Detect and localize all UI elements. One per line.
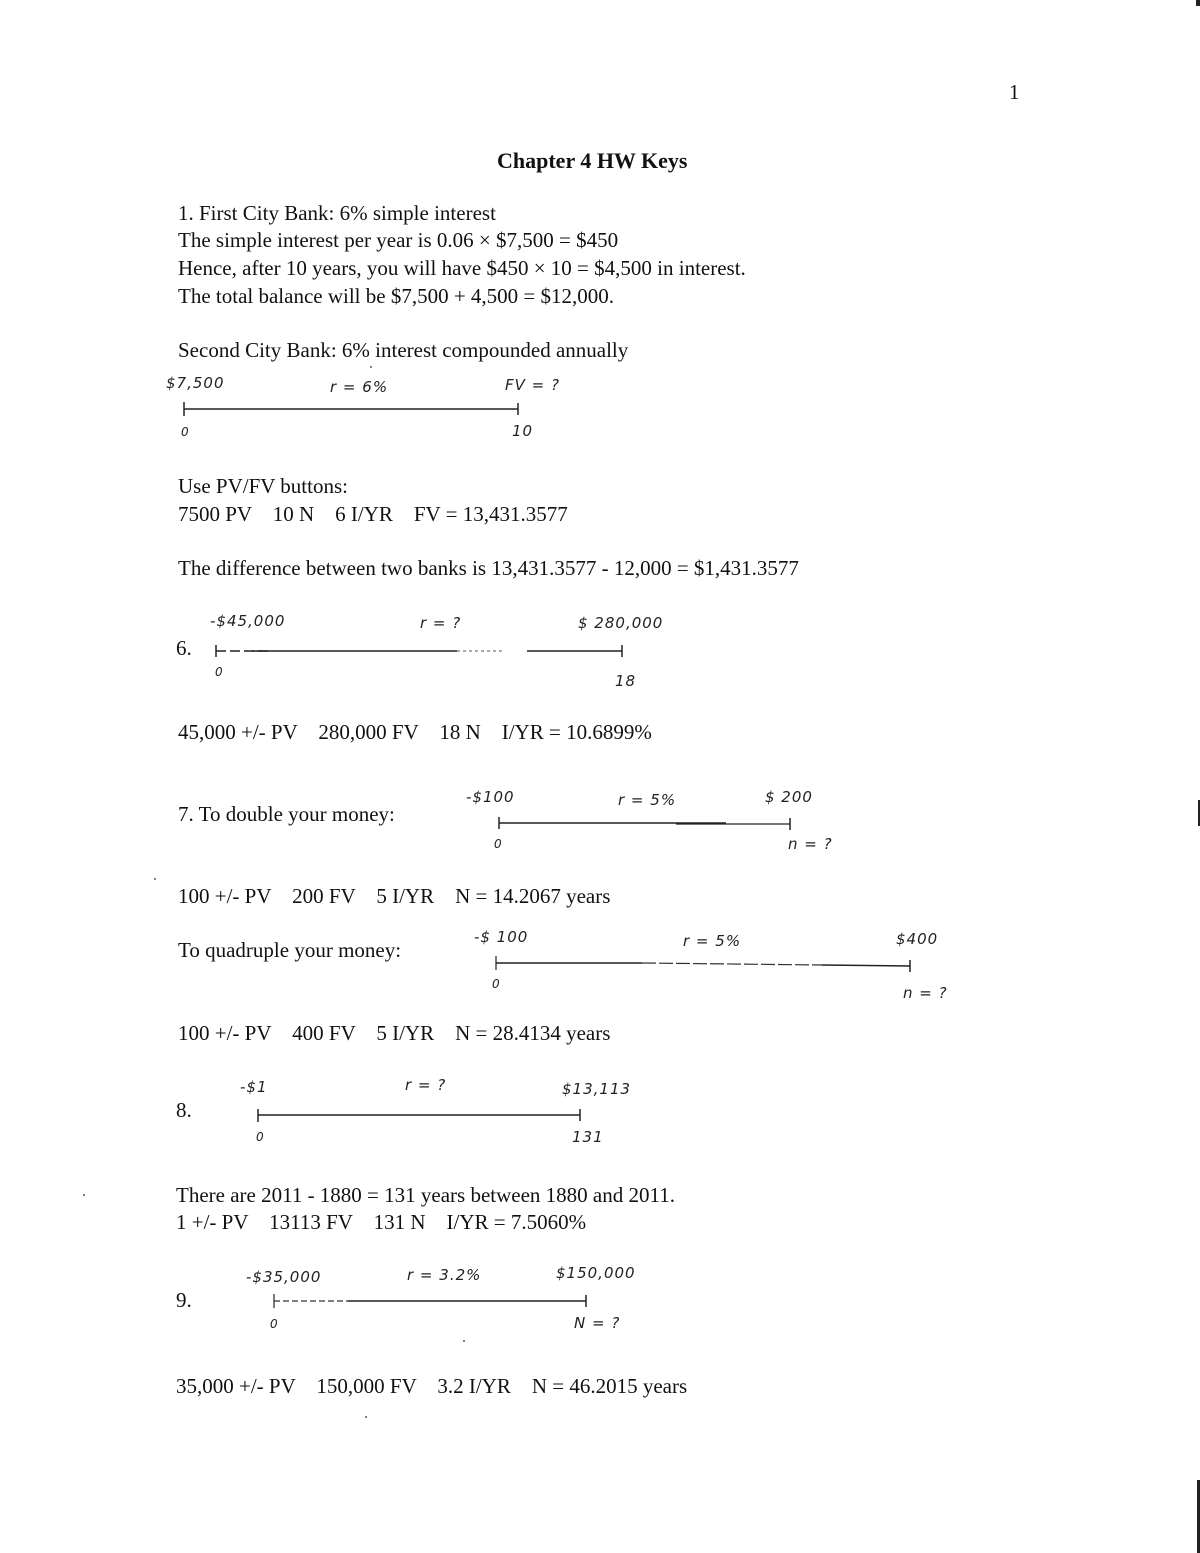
q6-timeline-start: 0 [215,665,224,679]
q7-double-timeline-rate: r = 5% [618,791,677,809]
scan-edge-mark-top [1196,0,1200,6]
q1-timeline-start: 0 [181,425,190,439]
q8-line-1: There are 2011 - 1880 = 131 years between 1880 and 2011. [176,1183,675,1207]
q1-timeline-end: 10 [512,422,534,440]
q9-timeline-pv: -$35,000 [246,1268,322,1286]
q7-double-timeline-line [496,814,796,834]
q7-quad-label: To quadruple your money: [178,938,402,962]
q1-line-8: The difference between two banks is 13,431.3577 - 12,000 = $1,431.3577 [178,556,799,580]
q9-timeline-fv: $150,000 [556,1264,636,1282]
q1-timeline-pv: $7,500 [166,374,225,392]
q8-timeline-fv: $13,113 [562,1080,632,1098]
scan-speck [154,878,156,880]
q7-double-timeline-start: 0 [494,837,503,851]
page-title: Chapter 4 HW Keys [497,148,688,173]
q1-line-1: 1. First City Bank: 6% simple interest [178,201,496,225]
q8-timeline-rate: r = ? [405,1076,447,1094]
q1-line-5: Second City Bank: 6% interest compounded annually [178,338,629,362]
q6-timeline-rate: r = ? [420,614,462,632]
q1-timeline-line [180,398,525,422]
q8-label: 8. [176,1098,192,1122]
scan-speck [370,366,372,368]
q6-timeline-line [212,642,632,662]
q6-timeline-end: 18 [615,672,637,690]
q1-timeline-fv: FV = ? [505,376,560,394]
scan-speck [83,1194,85,1196]
q7-double-calc: 100 +/- PV 200 FV 5 I/YR N = 14.2067 years [178,884,611,908]
q6-calc: 45,000 +/- PV 280,000 FV 18 N I/YR = 10.6899% [178,720,652,744]
q8-timeline-line [254,1106,589,1126]
q9-timeline-start: 0 [270,1317,279,1331]
q1-line-3: Hence, after 10 years, you will have $450 × 10 = $4,500 in interest. [178,256,746,280]
page-number: 1 [1009,80,1020,104]
q1-line-4: The total balance will be $7,500 + 4,500 = $12,000. [178,284,615,308]
q9-label: 9. [176,1288,192,1312]
q1-line-2: The simple interest per year is 0.06 × $7,500 = $450 [178,228,619,252]
q7-quad-timeline-start: 0 [492,977,501,991]
q7-quad-timeline-line [492,954,917,976]
q7-double-timeline-pv: -$100 [466,788,515,806]
q8-calc: 1 +/- PV 13113 FV 131 N I/YR = 7.5060% [176,1210,587,1234]
q7-double-timeline-fv: $ 200 [765,788,813,806]
q7-quad-timeline-pv: -$ 100 [474,928,529,946]
q8-timeline-end: 131 [572,1128,604,1146]
q9-calc: 35,000 +/- PV 150,000 FV 3.2 I/YR N = 46.2015 years [176,1374,688,1398]
scan-speck [463,1340,465,1342]
q1-line-7: 7500 PV 10 N 6 I/YR FV = 13,431.3577 [178,502,568,526]
q8-timeline-pv: -$1 [240,1078,268,1096]
q8-timeline-start: 0 [256,1130,265,1144]
q6-timeline-pv: -$45,000 [210,612,286,630]
q7-quad-timeline-rate: r = 5% [683,932,742,950]
q1-line-6: Use PV/FV buttons: [178,474,348,498]
q7-quad-timeline-end: n = ? [903,984,948,1002]
q9-timeline-end: N = ? [574,1314,621,1332]
q9-timeline-rate: r = 3.2% [407,1266,482,1284]
q9-timeline-line [268,1292,594,1312]
q7-quad-timeline-fv: $400 [896,930,939,948]
q7-double-timeline-end: n = ? [788,835,833,853]
scan-speck [365,1416,367,1418]
q7-quad-calc: 100 +/- PV 400 FV 5 I/YR N = 28.4134 years [178,1021,611,1045]
q6-timeline-fv: $ 280,000 [578,614,664,632]
q6-label: 6. [176,636,192,660]
q1-timeline-rate: r = 6% [330,378,389,396]
q7-double-label: 7. To double your money: [178,802,395,826]
